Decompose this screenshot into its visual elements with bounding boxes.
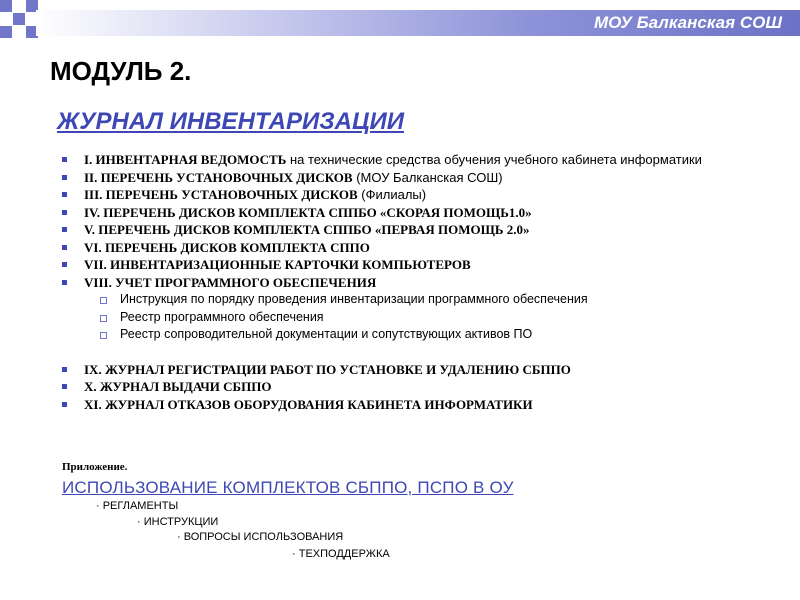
bullet-icon [62,175,67,180]
link-usage-questions[interactable]: · ВОПРОСЫ ИСПОЛЬЗОВАНИЯ [177,531,344,543]
bullet-icon [62,262,67,267]
item-heading: IV. ПЕРЕЧЕНЬ ДИСКОВ КОМПЛЕКТА СППБО «СКОРАЯ ПОМОЩЬ1.0» [84,204,532,220]
sub-item-label: Реестр программного обеспечения [120,309,324,324]
item-heading: VI. ПЕРЕЧЕНЬ ДИСКОВ КОМПЛЕКТА СППО [84,239,370,255]
item-heading: X. ЖУРНАЛ ВЫДАЧИ СБППО [84,379,272,394]
appendix-label: Приложение. [62,461,128,473]
spacer [62,345,762,362]
bullet-icon [62,402,67,407]
list-item[interactable] [62,205,762,221]
journal-title: ЖУРНАЛ ИНВЕНТАРИЗАЦИИ [57,108,405,135]
list-item[interactable] [62,222,762,238]
item-heading: VII. ИНВЕНТАРИЗАЦИОННЫЕ КАРТОЧКИ КОМПЬЮТЕРОВ [84,257,471,272]
bullet-icon [62,227,67,232]
list-item[interactable] [62,275,762,291]
item-detail: (Филиалы) [357,187,427,202]
item-detail: (МОУ Балканская СОШ) [352,169,503,185]
link-tech-support[interactable]: · ТЕХПОДДЕРЖКА [292,548,390,560]
item-heading: XI. ЖУРНАЛ ОТКАЗОВ ОБОРУДОВАНИЯ КАБИНЕТА ИНФОРМАТИКИ [84,396,533,412]
appendix-title-link[interactable]: ИСПОЛЬЗОВАНИЕ КОМПЛЕКТОВ СБППО, ПСПО В ОУ [62,478,514,497]
journal-contents-list [62,152,762,414]
bullet-icon [62,245,67,250]
list-item[interactable] [62,152,762,168]
item-heading: II. ПЕРЕЧЕНЬ УСТАНОВОЧНЫХ ДИСКОВ [84,169,353,185]
bullet-icon [62,280,67,285]
item-heading: VIII. УЧЕТ ПРОГРАММНОГО ОБЕСПЕЧЕНИЯ [84,274,377,290]
hollow-bullet-icon [100,315,107,322]
list-item[interactable] [62,240,762,256]
school-name: МОУ Балканская СОШ [594,13,782,32]
module-title: МОДУЛЬ 2. [50,56,192,86]
bullet-icon [62,192,67,197]
list-item[interactable] [62,187,762,203]
hollow-bullet-icon [100,297,107,304]
item-heading: I. ИНВЕНТАРНАЯ ВЕДОМОСТЬ [84,152,287,167]
hollow-bullet-icon [100,332,107,339]
sub-list-item[interactable] [62,292,762,308]
sub-list-item[interactable] [62,310,762,326]
list-item[interactable] [62,257,762,273]
link-instructions[interactable]: · ИНСТРУКЦИИ [137,516,219,528]
item-detail: на технические средства обучения учебного кабинета информатики [286,152,702,167]
item-heading: V. ПЕРЕЧЕНЬ ДИСКОВ КОМПЛЕКТА СППБО «ПЕРВАЯ ПОМОЩЬ 2.0» [84,222,530,237]
header-bar [36,10,800,36]
list-item[interactable] [62,362,762,378]
list-item[interactable] [62,170,762,186]
bullet-icon [62,384,67,389]
sub-item-label: Инструкция по порядку проведения инвентаризации программного обеспечения [120,292,588,306]
bullet-icon [62,210,67,215]
bullet-icon [62,157,67,162]
list-item[interactable] [62,379,762,395]
item-heading: III. ПЕРЕЧЕНЬ УСТАНОВОЧНЫХ ДИСКОВ [84,187,358,202]
sub-list-item[interactable] [62,327,762,343]
bullet-icon [62,367,67,372]
list-item[interactable] [62,397,762,413]
item-heading: IX. ЖУРНАЛ РЕГИСТРАЦИИ РАБОТ ПО УСТАНОВКЕ И УДАЛЕНИЮ СБППО [84,361,571,377]
link-regulations[interactable]: · РЕГЛАМЕНТЫ [96,500,179,512]
sub-item-label: Реестр сопроводительной документации и сопутствующих активов ПО [120,327,533,341]
